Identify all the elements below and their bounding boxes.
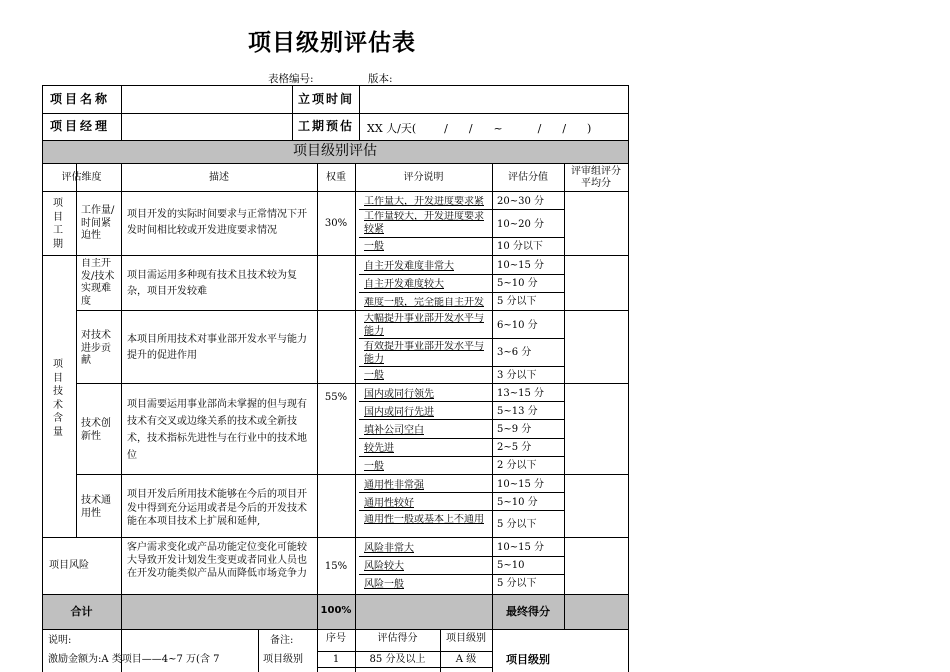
score-note: 自主开发难度非常大 bbox=[364, 261, 454, 272]
header-description: 描述 bbox=[209, 172, 229, 183]
desc-innovation: 项目需要运用事业部尚未掌握的但与现有技术有交叉或边缘关系的技术或全新技术，技术指标先进性与在行业中的技术地位 bbox=[127, 399, 307, 461]
score-range: 6~10 分 bbox=[497, 320, 538, 331]
score-range: 2~5 分 bbox=[497, 442, 532, 453]
score-note: 风险非常大 bbox=[364, 543, 414, 554]
weight-technology: 55% bbox=[324, 392, 348, 403]
project-name-label: 项目名称 bbox=[50, 92, 111, 106]
col-number: 序号 bbox=[326, 633, 346, 644]
sub-versatility: 技术通用性 bbox=[81, 495, 111, 519]
weight-schedule: 30% bbox=[324, 218, 348, 229]
score-note: 风险一般 bbox=[364, 579, 404, 590]
score-range: 5~10 bbox=[497, 560, 525, 571]
desc-versatility: 项目开发后所用技术能够在今后的项目开发中得到充分运用或者是今后的开发技术能在本项目技术上扩展和延伸, bbox=[127, 489, 307, 527]
desc-workload: 项目开发的实际时间要求与正常情况下开发时间相比较或开发进度要求情况 bbox=[127, 209, 307, 236]
note-label: 说明: bbox=[48, 635, 72, 646]
header-review-average: 评审组评分平均分 bbox=[571, 166, 621, 189]
score-range: 13~15 分 bbox=[497, 388, 545, 399]
score-note: 通用性一般或基本上不通用 bbox=[364, 514, 484, 525]
desc-risk: 客户需求变化或产品功能定位变化可能较大导致开发计划发生变更或者同业人员也在开发功能类似产品从而降低市场竞争力 bbox=[127, 542, 307, 579]
col-project-level: 项目级别 bbox=[446, 633, 486, 644]
score-range: 10~15 分 bbox=[497, 542, 545, 553]
score-range: 3~6 分 bbox=[497, 347, 532, 358]
project-name-input[interactable] bbox=[124, 87, 290, 111]
score-range: 5~10 分 bbox=[497, 278, 538, 289]
row-eval-score: 85 分及以上 bbox=[369, 654, 426, 665]
score-note: 一般 bbox=[364, 370, 384, 381]
group-technology: 项目技术含量 bbox=[53, 359, 63, 438]
score-range: 5 分以下 bbox=[497, 578, 537, 589]
score-note: 较先进 bbox=[364, 443, 394, 454]
sub-workload: 工作量/时间紧迫性 bbox=[81, 205, 115, 241]
sub-tech-progress: 对技术进步贡献 bbox=[81, 330, 111, 366]
score-note: 填补公司空白 bbox=[364, 425, 424, 436]
score-note: 大幅提升事业部开发水平与能力 bbox=[364, 313, 484, 337]
start-time-input[interactable] bbox=[362, 87, 626, 111]
row-project-level: A 级 bbox=[455, 654, 477, 665]
score-range: 10~15 分 bbox=[497, 479, 545, 490]
score-range: 2 分以下 bbox=[497, 460, 537, 471]
col-eval-score: 评估得分 bbox=[377, 633, 418, 644]
remark-label: 备注: bbox=[270, 635, 294, 646]
score-range: 5~13 分 bbox=[497, 406, 538, 417]
note-text: 激励金额为:A 类项目——4~7 万(含 7 bbox=[48, 654, 220, 665]
total-label: 合计 bbox=[70, 605, 93, 618]
section-title: 项目级别评估 bbox=[293, 143, 377, 159]
score-range: 10 分以下 bbox=[497, 241, 543, 252]
score-range: 5 分以下 bbox=[497, 296, 537, 307]
score-note: 有效提升事业部开发水平与能力 bbox=[364, 341, 484, 365]
group-risk: 项目风险 bbox=[49, 560, 89, 571]
desc-autonomy: 项目需运用多种现有技术且技术较为复杂，项目开发较难 bbox=[127, 270, 297, 297]
group-schedule: 项目工期 bbox=[53, 198, 63, 250]
score-note: 通用性较好 bbox=[364, 498, 414, 509]
score-range: 10~20 分 bbox=[497, 219, 545, 230]
score-note: 工作量较大，开发进度要求较紧 bbox=[364, 211, 484, 235]
project-manager-label: 项目经理 bbox=[50, 119, 111, 133]
score-note: 国内或同行领先 bbox=[364, 389, 434, 400]
header-weight: 权重 bbox=[326, 172, 346, 183]
form-number-label: 表格编号: bbox=[268, 73, 314, 85]
final-score-value[interactable] bbox=[566, 596, 626, 628]
weight-risk: 15% bbox=[324, 561, 348, 572]
score-note: 一般 bbox=[364, 461, 384, 472]
final-score-label: 最终得分 bbox=[506, 605, 550, 618]
start-time-label: 立项时间 bbox=[298, 92, 355, 106]
score-note: 通用性非常强 bbox=[364, 480, 424, 491]
duration-value[interactable]: XX 人/天( / / ~ / / ) bbox=[367, 122, 592, 135]
row-number: 1 bbox=[332, 654, 340, 665]
score-note: 一般 bbox=[364, 241, 384, 252]
score-note: 难度一般，完全能自主开发 bbox=[364, 297, 484, 308]
project-manager-input[interactable] bbox=[124, 115, 290, 139]
remark-text: 项目级别 bbox=[263, 654, 303, 665]
total-weight: 100% bbox=[320, 605, 352, 616]
header-dimension: 评估维度 bbox=[61, 172, 102, 183]
page-title: 项目级别评估表 bbox=[248, 30, 416, 56]
score-range: 10~15 分 bbox=[497, 260, 545, 271]
score-note: 自主开发难度较大 bbox=[364, 279, 444, 290]
score-note: 风险较大 bbox=[364, 561, 404, 572]
header-score-note: 评分说明 bbox=[403, 172, 444, 183]
score-range: 3 分以下 bbox=[497, 370, 537, 381]
version-label: 版本: bbox=[368, 73, 393, 85]
project-level-label: 项目级别 bbox=[506, 653, 550, 666]
sub-innovation: 技术创新性 bbox=[81, 418, 111, 442]
score-range: 5~10 分 bbox=[497, 497, 538, 508]
desc-tech-progress: 本项目所用技术对事业部开发水平与能力提升的促进作用 bbox=[127, 334, 307, 361]
score-range: 5~9 分 bbox=[497, 424, 532, 435]
score-range: 20~30 分 bbox=[497, 196, 545, 207]
duration-label: 工期预估 bbox=[298, 119, 355, 133]
score-note: 国内或同行先进 bbox=[364, 407, 434, 418]
score-note: 工作量大，开发进度要求紧 bbox=[364, 196, 484, 207]
header-score: 评估分值 bbox=[508, 172, 548, 183]
sub-autonomy: 自主开发/技术实现难度 bbox=[81, 258, 115, 307]
score-range: 5 分以下 bbox=[497, 519, 537, 530]
